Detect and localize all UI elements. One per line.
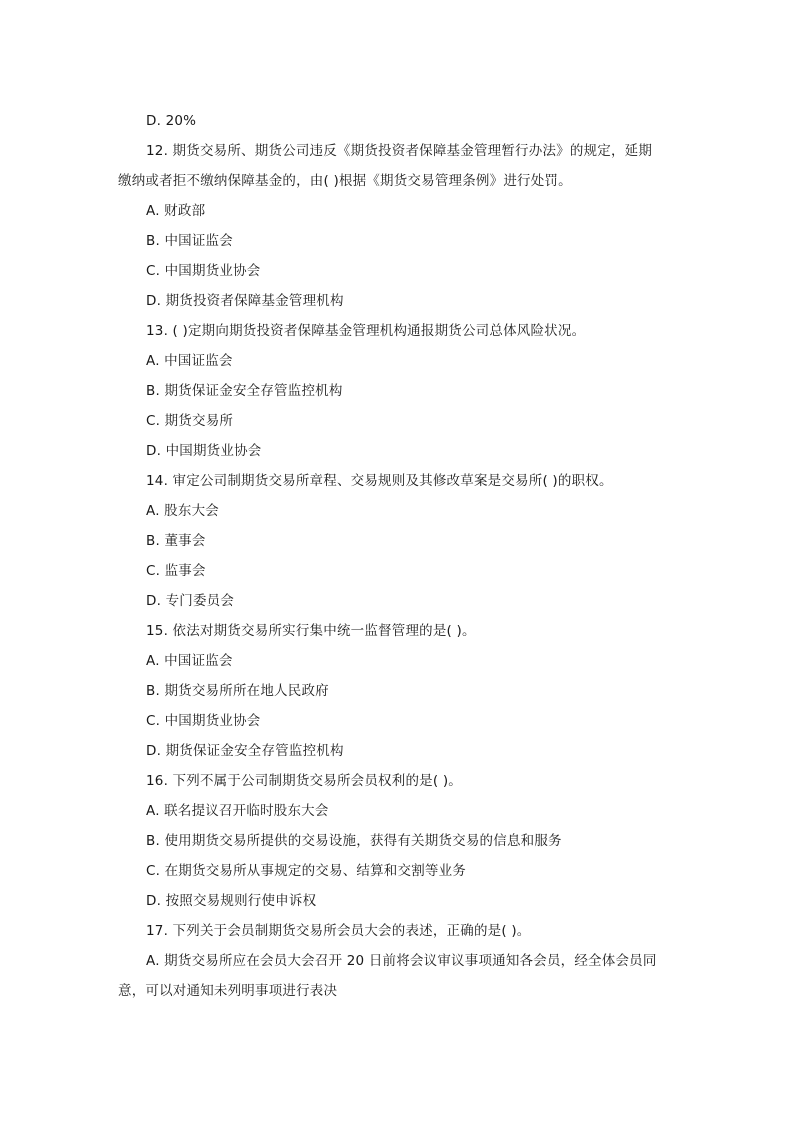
question-line: 17. 下列关于会员制期货交易所会员大会的表述，正确的是( )。	[146, 923, 531, 939]
option-line: C. 中国期货业协会	[146, 263, 261, 279]
option-line: B. 期货保证金安全存管监控机构	[146, 383, 343, 399]
option-line: A. 中国证监会	[146, 653, 233, 669]
option-line: D. 专门委员会	[146, 593, 235, 609]
option-line: A. 中国证监会	[146, 353, 233, 369]
option-line: D. 20%	[146, 113, 197, 129]
option-line: C. 监事会	[146, 563, 206, 579]
option-line: A. 股东大会	[146, 503, 219, 519]
option-continuation-line: 意，可以对通知未列明事项进行表决	[118, 983, 338, 999]
option-line: A. 联名提议召开临时股东大会	[146, 803, 329, 819]
question-continuation-line: 缴纳或者拒不缴纳保障基金的，由( )根据《期货交易管理条例》进行处罚。	[118, 173, 572, 189]
question-line: 16. 下列不属于公司制期货交易所会员权利的是( )。	[146, 773, 462, 789]
option-line: D. 中国期货业协会	[146, 443, 262, 459]
option-line: C. 期货交易所	[146, 413, 234, 429]
option-line: D. 期货投资者保障基金管理机构	[146, 293, 344, 309]
option-line: B. 使用期货交易所提供的交易设施，获得有关期货交易的信息和服务	[146, 833, 562, 849]
option-line: D. 期货保证金安全存管监控机构	[146, 743, 344, 759]
option-line: D. 按照交易规则行使申诉权	[146, 893, 317, 909]
option-line: C. 在期货交易所从事规定的交易、结算和交割等业务	[146, 863, 467, 879]
option-line: A. 财政部	[146, 203, 206, 219]
document-body	[118, 106, 678, 1006]
question-line: 12. 期货交易所、期货公司违反《期货投资者保障基金管理暂行办法》的规定，延期	[146, 143, 653, 159]
option-line: A. 期货交易所应在会员大会召开 20 日前将会议审议事项通知各会员，经全体会员同	[146, 953, 657, 969]
question-line: 14. 审定公司制期货交易所章程、交易规则及其修改草案是交易所( )的职权。	[146, 473, 613, 489]
question-line: 15. 依法对期货交易所实行集中统一监督管理的是( )。	[146, 623, 476, 639]
option-line: C. 中国期货业协会	[146, 713, 261, 729]
question-line: 13. ( )定期向期货投资者保障基金管理机构通报期货公司总体风险状况。	[146, 323, 586, 339]
option-line: B. 中国证监会	[146, 233, 233, 249]
option-line: B. 董事会	[146, 533, 206, 549]
option-line: B. 期货交易所所在地人民政府	[146, 683, 329, 699]
